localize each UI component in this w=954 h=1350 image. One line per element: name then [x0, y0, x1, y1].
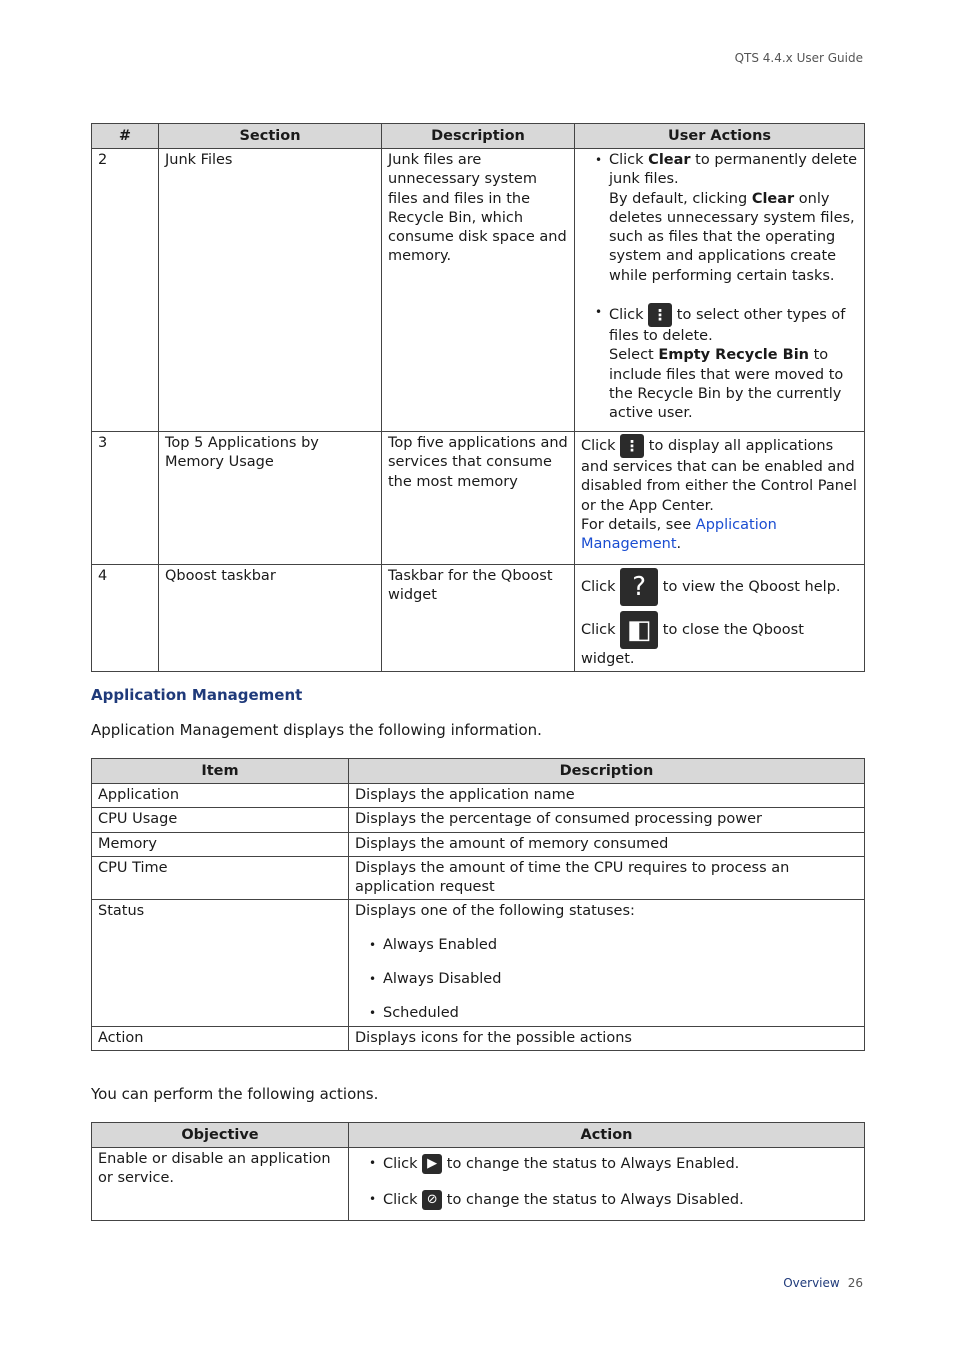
objective-cell: Enable or disable an application or service.: [92, 1148, 349, 1221]
application-management-table: [91, 758, 865, 1051]
row-user-actions: Click ? to view the Qboost help. Click ◧ to close the Qboost widget.: [575, 565, 865, 672]
table-row: [92, 1148, 865, 1221]
column-header: Description: [349, 759, 865, 784]
column-header: User Actions: [575, 124, 865, 149]
description-cell: Displays the percentage of consumed processing power: [349, 808, 865, 832]
column-header: Action: [349, 1123, 865, 1148]
list-item: • Click ⋮ to select other types of files to delete. Select Empty Recycle Bin to include files that were moved to the Recycle Bin by the currently active user.: [581, 303, 858, 423]
item-cell: Status: [92, 900, 349, 1026]
column-header: Section: [159, 124, 382, 149]
list-item: • Click ▶ to change the status to Always Enabled.: [355, 1154, 858, 1174]
column-header: #: [92, 124, 159, 149]
page-number: 26: [847, 1276, 863, 1290]
action-cell: [349, 1148, 865, 1221]
table-header-row: [92, 124, 865, 149]
item-cell: Application: [92, 784, 349, 808]
row-section: Top 5 Applications by Memory Usage: [159, 432, 382, 565]
description-cell: Displays the amount of time the CPU requires to process an application request: [349, 856, 865, 900]
document-header: QTS 4.4.x User Guide: [734, 51, 863, 65]
row-description: Junk files are unnecessary system files and files in the Recycle Bin, which consume disk space and memory.: [382, 149, 575, 432]
table-row: [92, 784, 865, 808]
more-vertical-icon[interactable]: ⋮: [648, 303, 672, 327]
dashboard-sections-table: [91, 123, 865, 672]
row-user-actions: [575, 149, 865, 432]
application-management-link[interactable]: Application Management: [581, 516, 777, 553]
table-row: [92, 149, 865, 432]
row-description: Top five applications and services that consume the most memory: [382, 432, 575, 565]
item-cell: Action: [92, 1026, 349, 1050]
disable-circle-icon[interactable]: ⊘: [422, 1190, 442, 1210]
section-heading: Application Management: [91, 686, 303, 704]
document-footer: [783, 1276, 863, 1290]
column-header: Objective: [92, 1123, 349, 1148]
row-section: Qboost taskbar: [159, 565, 382, 672]
status-item: • Always Disabled: [355, 970, 858, 989]
table-row: [92, 808, 865, 832]
table-header-row: [92, 759, 865, 784]
actions-table: [91, 1122, 865, 1221]
table-row: [92, 832, 865, 856]
item-cell: CPU Usage: [92, 808, 349, 832]
table-row: [92, 1026, 865, 1050]
actions-intro-paragraph: You can perform the following actions.: [91, 1085, 379, 1103]
status-item: • Scheduled: [355, 1004, 858, 1023]
description-cell: Displays the amount of memory consumed: [349, 832, 865, 856]
table-row: [92, 432, 865, 565]
item-cell: CPU Time: [92, 856, 349, 900]
more-vertical-icon[interactable]: ⋮: [620, 434, 644, 458]
description-cell: Displays the application name: [349, 784, 865, 808]
footer-section: Overview: [783, 1276, 840, 1290]
column-header: Item: [92, 759, 349, 784]
intro-paragraph: Application Management displays the following information.: [91, 721, 542, 739]
item-cell: Memory: [92, 832, 349, 856]
row-section: Junk Files: [159, 149, 382, 432]
list-item: • Click ⊘ to change the status to Always Disabled.: [355, 1190, 858, 1210]
row-description: Taskbar for the Qboost widget: [382, 565, 575, 672]
column-header: Description: [382, 124, 575, 149]
row-number: 3: [92, 432, 159, 565]
description-cell: Displays icons for the possible actions: [349, 1026, 865, 1050]
status-item: • Always Enabled: [355, 936, 858, 955]
table-row: [92, 900, 865, 1026]
row-user-actions: Click ⋮ to display all applications and services that can be enabled and disabled from either the Control Panel or the App Center. For details, see Application Management.: [575, 432, 865, 565]
table-row: [92, 856, 865, 900]
table-header-row: [92, 1123, 865, 1148]
close-widget-icon[interactable]: ◧: [620, 611, 658, 649]
help-circle-icon[interactable]: ?: [620, 568, 658, 606]
row-number: 4: [92, 565, 159, 672]
description-cell: Displays one of the following statuses: • Always Enabled • Always Disabled • Scheduled: [349, 900, 865, 1026]
row-number: 2: [92, 149, 159, 432]
play-circle-icon[interactable]: ▶: [422, 1154, 442, 1174]
list-item: • Click Clear to permanently delete junk files. By default, clicking Clear only deletes unnecessary system files, such as files that the operating system and applications create while performing certain tasks.: [581, 151, 858, 286]
table-row: [92, 565, 865, 672]
